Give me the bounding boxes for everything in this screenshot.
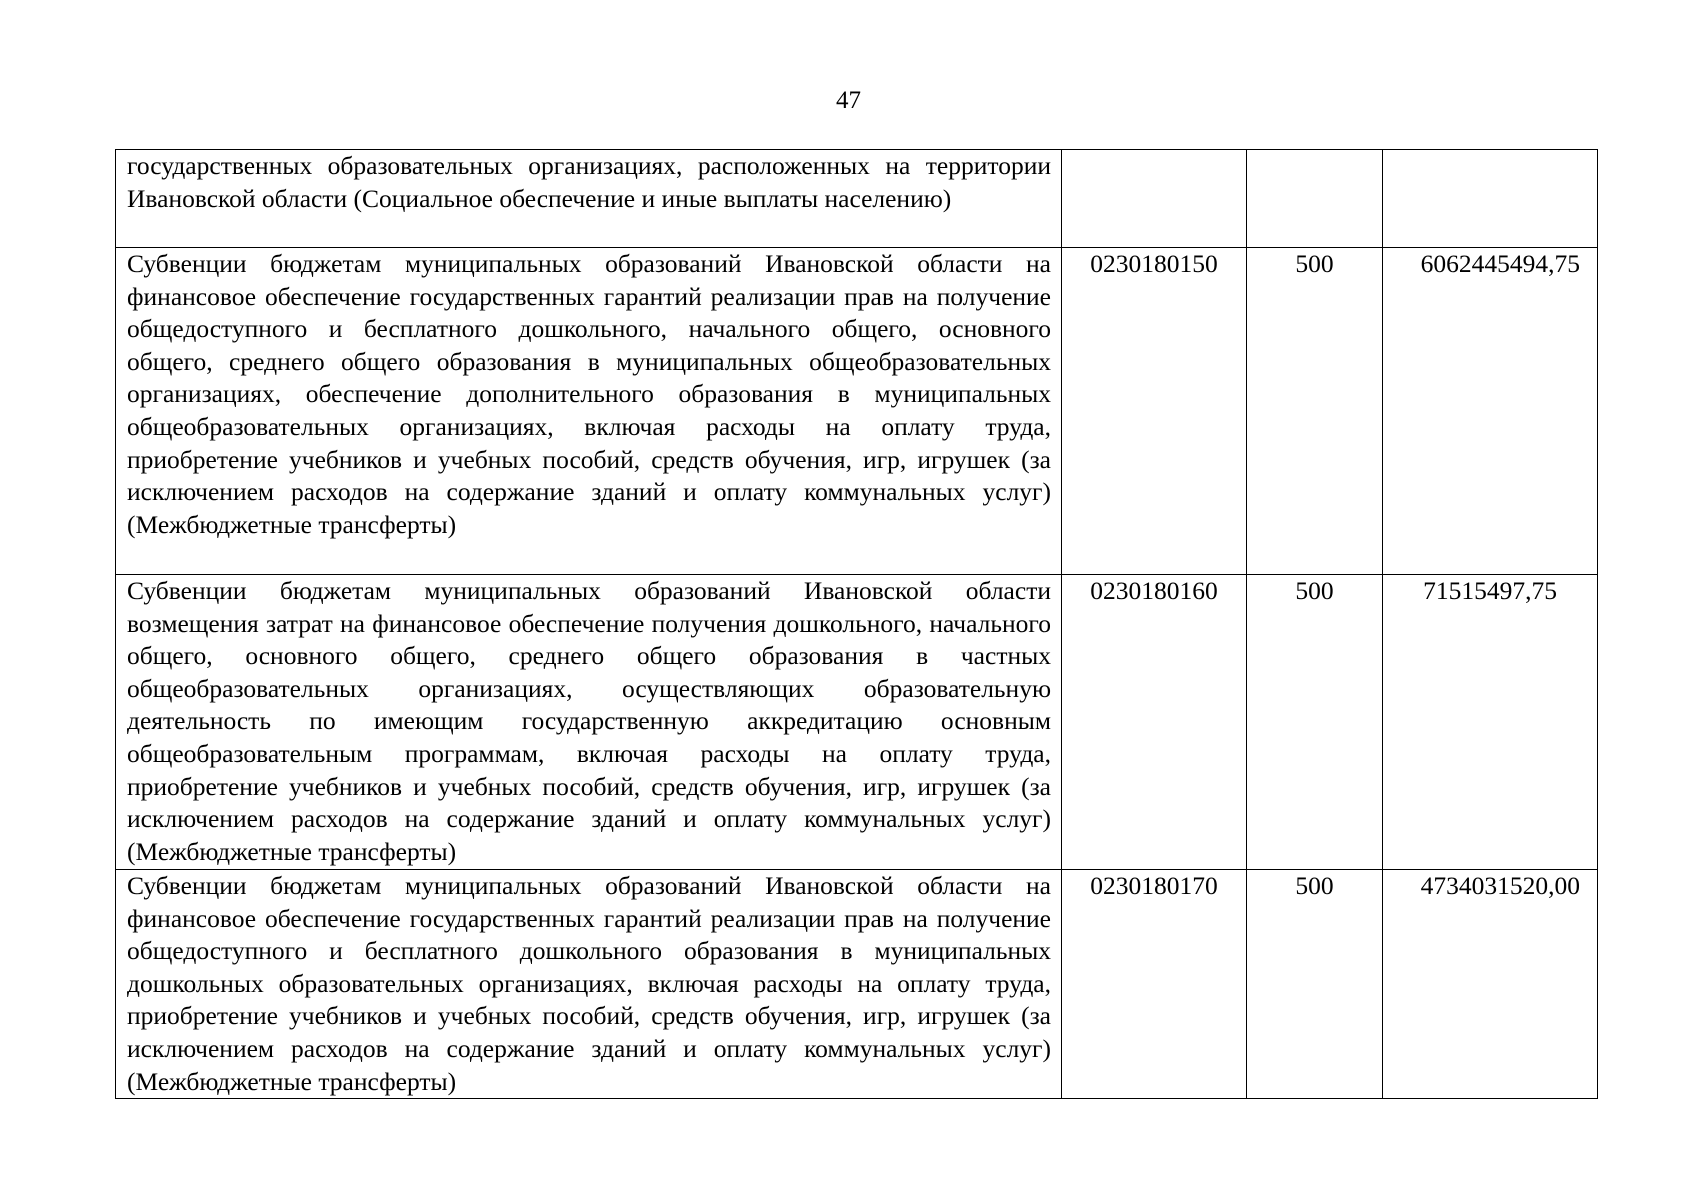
budget-table xyxy=(115,149,1598,1099)
expense-name-cell: Субвенции бюджетам муниципальных образований Ивановской области возмещения затрат на финансовое обеспечение получения дошкольного, начального общего, основного общего, среднего общего образования в частных общеобразовательных организациях, осуществляющих образовательную деятельность по имеющим государственную аккредитацию основным общеобразовательным программам, включая расходы на оплату труда, приобретение учебников и учебных пособий, средств обучения, игр, игрушек (за исключением расходов на содержание зданий и оплату коммунальных услуг) (Межбюджетные трансферты) xyxy=(116,575,1062,870)
expense-type-cell: 500 xyxy=(1247,870,1383,1099)
target-code-cell: 0230180160 xyxy=(1062,575,1247,870)
amount-cell: 6062445494,75 xyxy=(1383,248,1598,575)
table-row xyxy=(116,870,1598,1099)
amount-cell: 71515497,75 xyxy=(1383,575,1598,870)
amount-cell xyxy=(1383,150,1598,248)
target-code-cell: 0230180170 xyxy=(1062,870,1247,1099)
expense-type-cell: 500 xyxy=(1247,248,1383,575)
table-row xyxy=(116,248,1598,575)
expense-type-cell: 500 xyxy=(1247,575,1383,870)
expense-name-cell: Субвенции бюджетам муниципальных образований Ивановской области на финансовое обеспечение государственных гарантий реализации прав на получение общедоступного и бесплатного дошкольного, начального общего, основного общего, среднего общего образования в муниципальных общеобразовательных организациях, обеспечение дополнительного образования в муниципальных общеобразовательных организациях, включая расходы на оплату труда, приобретение учебников и учебных пособий, средств обучения, игр, игрушек (за исключением расходов на содержание зданий и оплату коммунальных услуг) (Межбюджетные трансферты) xyxy=(116,248,1062,575)
target-code-cell xyxy=(1062,150,1247,248)
table-row xyxy=(116,150,1598,248)
expense-name-cell: государственных образовательных организациях, расположенных на территории Ивановской области (Социальное обеспечение и иные выплаты населению) xyxy=(116,150,1062,248)
expense-type-cell xyxy=(1247,150,1383,248)
target-code-cell: 0230180150 xyxy=(1062,248,1247,575)
expense-name-cell: Субвенции бюджетам муниципальных образований Ивановской области на финансовое обеспечение государственных гарантий реализации прав на получение общедоступного и бесплатного дошкольного образования в муниципальных дошкольных образовательных организациях, включая расходы на оплату труда, приобретение учебников и учебных пособий, средств обучения, игр, игрушек (за исключением расходов на содержание зданий и оплату коммунальных услуг) (Межбюджетные трансферты) xyxy=(116,870,1062,1099)
amount-cell: 4734031520,00 xyxy=(1383,870,1598,1099)
table-row xyxy=(116,575,1598,870)
page-number: 47 xyxy=(836,87,861,114)
